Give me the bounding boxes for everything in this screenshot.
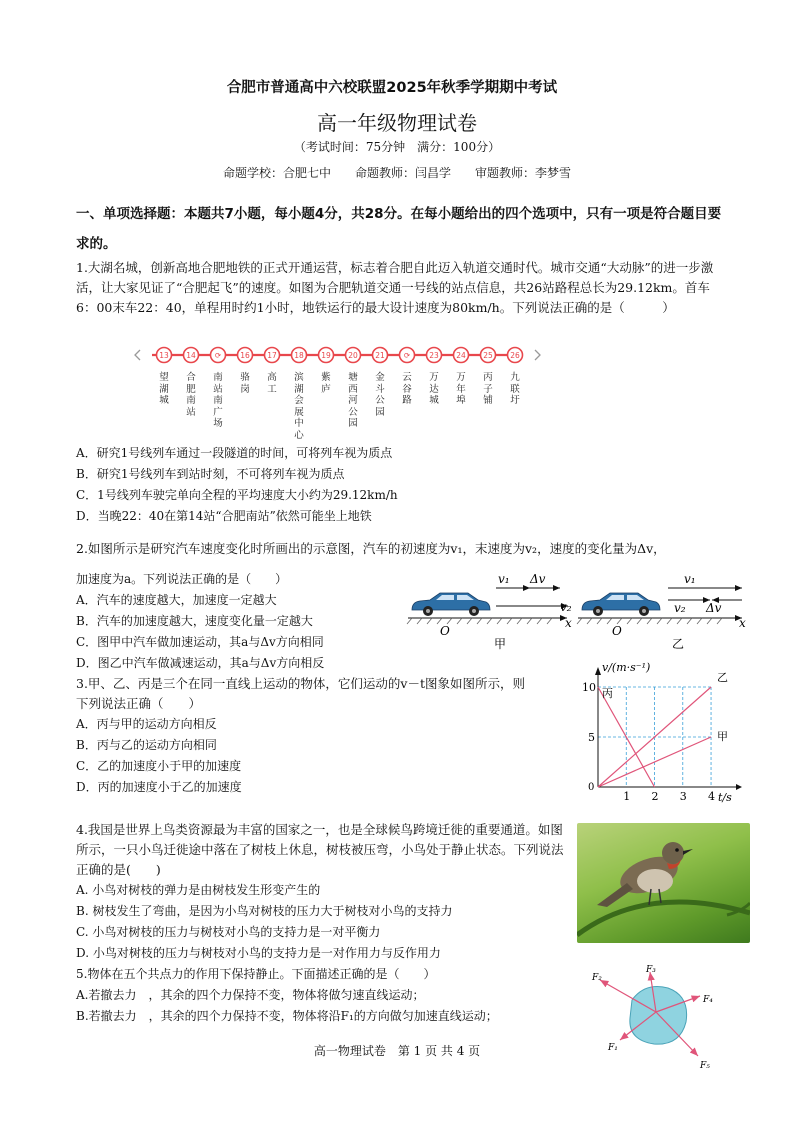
jia-v1-label: v₁ [498,572,510,586]
q4-option-d: D. 小鸟对树枝的压力与树枝对小鸟的支持力是一对作用力与反作用力 [76,946,441,960]
series-label: 甲 [717,730,729,743]
station-number: 23 [429,351,439,360]
force-f2-label: F₂ [592,973,602,983]
q1-option-c: C．1号线列车驶完单向全程的平均速度大小约为29.12km/h [76,488,398,502]
station-name: 丙子铺 [483,372,493,406]
q4-option-b: B. 树枝发生了弯曲，是因为小鸟对树枝的压力大于树枝对小鸟的支持力 [76,904,453,918]
question-1-stem: 1.大湖名城，创新高地合肥地铁的正式开通运营，标志着合肥自此迈入轨道交通时代。城市交通“大动脉”的进一步激活，让大家见证了“合肥起飞”的速度。如图为合肥轨道交通一号线的站点信息，共26站路程总长为29.12km。首车6：00末车22：40，单程用时约1小时，地铁运行的最大设计速度为80km/h。下列说法正确的是（ ） [76,260,714,315]
vt-graph [568,655,748,805]
car-velocity-figure [402,570,752,652]
x-tick-label: 2 [651,790,659,803]
jia-x-label: x [565,616,572,630]
q4-option-c: C. 小鸟对树枝的压力与树枝对小鸟的支持力是一对平衡力 [76,925,381,939]
yi-v1-label: v₁ [684,572,696,586]
yi-dv-label: Δv [706,601,722,615]
force-f5-label: F₅ [700,1061,710,1071]
metro-station-strip [130,343,550,441]
q2-option-a: A．汽车的速度越大，加速度一定越大 [76,593,277,607]
vt-x-axis-label: t/s [718,791,732,804]
station-name: 高工 [267,372,277,395]
station-number: ⟳ [403,351,411,360]
series-label: 丙 [602,687,613,700]
origin-tick-label: 0 [588,782,595,793]
q3-option-b: B．丙与乙的运动方向相同 [76,738,217,752]
x-tick-label: 3 [679,790,687,803]
station-number: ⟳ [214,351,222,360]
force-f4-label: F₄ [703,995,713,1005]
station-number: 21 [375,351,385,360]
question-5-stem: 5.物体在五个共点力的作用下保持静止。下面描述正确的是（ ） [76,967,436,981]
exam-header-title: 合肥市普通高中六校联盟2025年秋季学期期中考试 [226,80,558,96]
car-icon [582,593,660,616]
question-2-stem-line1: 2.如图所示是研究汽车速度变化时所画出的示意图，汽车的初速度为v₁，末速度为v₂，速度的变化量为Δv， [76,541,666,556]
station-name: 九联圩 [510,372,520,406]
station-number: 19 [321,351,331,360]
station-name: 塘西河公园 [348,372,358,429]
force-f3-label: F₃ [646,965,656,975]
station-number: 17 [267,351,277,360]
yi-v2-label: v₂ [674,601,686,615]
jia-label: 甲 [494,637,507,651]
x-tick-label: 4 [708,790,716,803]
station-name: 南站南广场 [213,372,223,429]
question-2-stem-line2: 加速度为a。下列说法正确的是（ ） [76,572,288,586]
q1-option-d: D．当晚22：40在第14站“合肥南站”依然可能坐上地铁 [76,509,372,523]
station-number: 16 [240,351,250,360]
station-name: 合肥南站 [186,372,196,418]
station-name: 云谷路 [402,372,412,406]
q3-option-c: C．乙的加速度小于甲的加速度 [76,759,242,773]
station-name: 望湖城 [159,372,169,406]
x-axis-arrow [736,784,742,790]
yi-x-label: x [739,616,746,630]
exam-paper-title: 高一年级物理试卷 [317,111,477,135]
bird-on-branch-image [577,823,750,943]
station-name: 万达城 [429,372,439,406]
q2-option-d: D．图乙中汽车做减速运动，其a与Δv方向相反 [76,656,325,670]
q1-option-b: B．研究1号线列车到站时刻，不可将列车视为质点 [76,467,345,481]
jia-origin-label: O [440,624,450,638]
question-4-stem: 4.我国是世界上鸟类资源最为丰富的国家之一，也是全球候鸟跨境迁徙的重要通道。如图所示，一只小鸟迁徙途中落在了树枝上休息，树枝被压弯，小鸟处于静止状态。下列说法正确的是( ) [76,822,564,877]
q2-option-b: B．汽车的加速度越大，速度变化量一定越大 [76,614,313,628]
y-tick-label: 5 [588,731,595,744]
y-tick-label: 10 [582,681,596,694]
station-number: 26 [510,351,520,360]
q3-option-a: A．丙与甲的运动方向相反 [76,717,217,731]
station-number: 14 [186,351,196,360]
station-name: 万年埠 [456,372,466,406]
q4-option-a: A. 小鸟对树枝的弹力是由树枝发生形变产生的 [76,883,321,897]
station-name: 骆岗 [240,372,250,395]
station-number: 25 [483,351,493,360]
exam-time-score: （考试时间：75分钟 满分：100分） [293,140,501,154]
yi-origin-label: O [612,624,622,638]
question-3-stem: 3.甲、乙、丙是三个在同一直线上运动的物体，它们运动的v－t图象如图所示，则下列说法正确（ ） [76,676,526,711]
exam-authors: 命题学校：合肥七中 命题教师：闫昌学 审题教师：李梦雪 [222,166,571,180]
series-label: 乙 [717,671,729,684]
y-axis-arrow [595,667,601,675]
station-number: 20 [348,351,358,360]
section-heading: 一、单项选择题：本题共7小题，每小题4分，共28分。在每小题给出的四个选项中，只有一项是符合题目要求的。 [76,206,722,252]
x-tick-label: 1 [623,790,631,803]
q2-option-c: C．图甲中汽车做加速运动，其a与Δv方向相同 [76,635,324,649]
jia-dv-label: Δv [530,572,546,586]
station-name: 滨湖会展中心 [294,372,304,441]
q5-option-b: B.若撤去力 ，其余的四个力保持不变，物体将沿F₁的方向做匀加速直线运动； [76,1009,498,1023]
page-footer: 高一物理试卷 第 1 页 共 4 页 [313,1044,481,1058]
station-number: 24 [456,351,466,360]
force-f1-label: F₁ [608,1043,618,1053]
station-name: 金斗公园 [375,372,385,418]
jia-v2-label: v₂ [560,600,572,614]
q3-option-d: D．丙的加速度小于乙的加速度 [76,780,242,794]
station-name: 紫庐 [321,372,331,395]
q5-option-a: A.若撤去力 ，其余的四个力保持不变，物体将做匀速直线运动； [76,988,425,1002]
yi-label: 乙 [672,637,685,651]
station-number: 13 [159,351,169,360]
station-number: 18 [294,351,304,360]
vt-y-axis-label: v/(m·s⁻¹) [602,661,651,674]
q1-option-a: A．研究1号线列车通过一段隧道的时间，可将列车视为质点 [76,446,393,460]
car-icon [412,593,490,616]
